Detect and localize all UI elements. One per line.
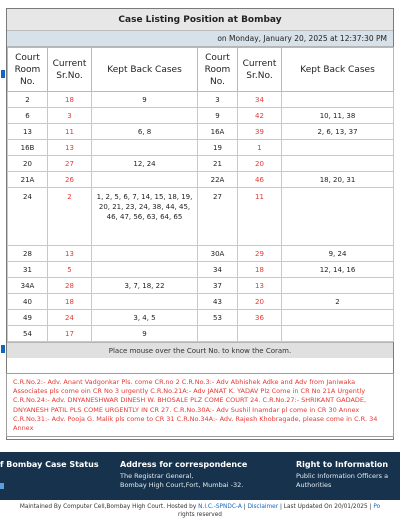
table-row <box>8 246 394 262</box>
current-sr-no-cell: 11 <box>238 188 282 246</box>
kept-back-cases-cell <box>282 92 394 108</box>
footer-case-status <box>0 460 110 469</box>
court-room-no-cell[interactable]: 24 <box>8 188 48 246</box>
header-current-sr-no: Current Sr.No. <box>238 48 282 92</box>
kept-back-cases-cell: 2, 6, 13, 37 <box>282 124 394 140</box>
kept-back-cases-cell: 3, 4, 5 <box>92 310 198 326</box>
court-room-no-cell[interactable]: 9 <box>198 108 238 124</box>
current-sr-no-cell: 20 <box>238 156 282 172</box>
court-room-no-cell[interactable]: 3 <box>198 92 238 108</box>
current-sr-no-cell: 36 <box>238 310 282 326</box>
last-updated: Last Updated On 20/01/2025 <box>283 504 368 510</box>
kept-back-cases-cell <box>282 140 394 156</box>
header-current-sr-no: Current Sr.No. <box>48 48 92 92</box>
court-room-no-cell[interactable]: 34 <box>198 262 238 278</box>
kept-back-cases-cell <box>282 188 394 246</box>
current-sr-no-cell: 3 <box>48 108 92 124</box>
current-sr-no-cell: 24 <box>48 310 92 326</box>
court-room-no-cell[interactable]: 54 <box>8 326 48 342</box>
current-sr-no-cell: 27 <box>48 156 92 172</box>
page-title: Case Listing Position at Bombay <box>7 9 393 31</box>
court-room-no-cell[interactable]: 27 <box>198 188 238 246</box>
current-sr-no-cell: 17 <box>48 326 92 342</box>
table-header-row <box>8 48 394 92</box>
current-sr-no-cell: 26 <box>48 172 92 188</box>
court-room-no-cell[interactable]: 16A <box>198 124 238 140</box>
table-row <box>8 92 394 108</box>
table-row <box>8 188 394 246</box>
table-row <box>8 294 394 310</box>
footer-address <box>120 460 280 490</box>
footer-rti <box>296 460 400 490</box>
court-room-no-cell[interactable]: 43 <box>198 294 238 310</box>
kept-back-cases-cell: 2 <box>282 294 394 310</box>
current-sr-no-cell: 20 <box>238 294 282 310</box>
footer-rti-line1[interactable]: Public Information Officers a <box>296 472 389 480</box>
kept-back-cases-cell <box>282 278 394 294</box>
court-room-no-cell[interactable]: 20 <box>8 156 48 172</box>
case-listing-table <box>7 47 394 342</box>
kept-back-cases-cell <box>282 326 394 342</box>
court-room-no-cell[interactable]: 31 <box>8 262 48 278</box>
kept-back-cases-cell: 9 <box>92 326 198 342</box>
court-room-no-cell[interactable]: 53 <box>198 310 238 326</box>
current-sr-no-cell: 2 <box>48 188 92 246</box>
current-sr-no-cell: 18 <box>238 262 282 278</box>
table-row <box>8 156 394 172</box>
court-room-no-cell[interactable]: 22A <box>198 172 238 188</box>
current-sr-no-cell: 42 <box>238 108 282 124</box>
table-row <box>8 310 394 326</box>
court-room-no-cell[interactable]: 21 <box>198 156 238 172</box>
court-room-no-cell[interactable] <box>198 326 238 342</box>
current-sr-no-cell: 13 <box>48 140 92 156</box>
court-room-no-cell[interactable]: 30A <box>198 246 238 262</box>
current-sr-no-cell: 29 <box>238 246 282 262</box>
kept-back-cases-cell <box>92 262 198 278</box>
footer-address-line1: The Registrar General, <box>120 472 194 480</box>
side-badge <box>0 483 4 489</box>
remarks-box: C.R.No.2:- Adv. Anant Vadgonkar Pls. come CR.no 2 C.R.No.3:- Adv Abhishek Adke and Adv from Janiwaka Associates pls come oin CR No 3 urgently C.R.No.21A:- Adv JANAT K. YADAV Plz Come in CR No 21A Urgently C.R.No.24:- Adv. DNYANESHWAR DINESH W. BHOSALE PLZ COME COURT 24. C.R.No.27:- SHRIKANT GADADE, DNYANESH PATIL PLS COME URGENTLY IN CR 27. C.R.No.30A:- Adv Sushil Inamdar pl come in CR 30 Annex C.R.No.31:- Adv. Pooja G. Malik pls come to CR 31 C.R.No.34A:- Adv. Rajesh Khobragade, please come in C.R. 34 Annex <box>6 373 394 437</box>
kept-back-cases-cell: 1, 2, 5, 6, 7, 14, 15, 18, 19, 20, 21, 23, 24, 38, 44, 45, 46, 47, 56, 63, 64, 65 <box>92 188 198 246</box>
table-row <box>8 172 394 188</box>
court-room-no-cell[interactable]: 6 <box>8 108 48 124</box>
court-room-no-cell[interactable]: 34A <box>8 278 48 294</box>
court-room-no-cell[interactable]: 40 <box>8 294 48 310</box>
kept-back-cases-cell <box>282 310 394 326</box>
footer-po-link[interactable]: Po <box>373 504 381 510</box>
footer-address-heading: Address for correspondence <box>120 460 248 469</box>
kept-back-cases-cell: 3, 7, 18, 22 <box>92 278 198 294</box>
kept-back-cases-cell: 6, 8 <box>92 124 198 140</box>
header-kept-back-cases: Kept Back Cases <box>92 48 198 92</box>
kept-back-cases-cell <box>92 246 198 262</box>
court-room-no-cell[interactable]: 13 <box>8 124 48 140</box>
footer-rti-line2[interactable]: Authorities <box>296 481 332 489</box>
kept-back-cases-cell: 12, 14, 16 <box>282 262 394 278</box>
kept-back-cases-cell <box>92 108 198 124</box>
table-row <box>8 124 394 140</box>
table-body <box>8 92 394 342</box>
table-row <box>8 140 394 156</box>
court-room-no-cell[interactable]: 16B <box>8 140 48 156</box>
current-sr-no-cell <box>238 326 282 342</box>
court-room-no-cell[interactable]: 19 <box>198 140 238 156</box>
court-room-no-cell[interactable]: 2 <box>8 92 48 108</box>
current-sr-no-cell: 34 <box>238 92 282 108</box>
header-court-room-no: Court Room No. <box>8 48 48 92</box>
kept-back-cases-cell: 9, 24 <box>282 246 394 262</box>
current-sr-no-cell: 18 <box>48 294 92 310</box>
court-room-no-cell[interactable]: 49 <box>8 310 48 326</box>
current-sr-no-cell: 46 <box>238 172 282 188</box>
kept-back-cases-cell: 18, 20, 31 <box>282 172 394 188</box>
rights-reserved: rights reserved <box>178 512 222 518</box>
current-sr-no-cell: 11 <box>48 124 92 140</box>
current-sr-no-cell: 5 <box>48 262 92 278</box>
current-sr-no-cell: 28 <box>48 278 92 294</box>
gutter-marker <box>1 70 5 78</box>
court-room-no-cell[interactable]: 37 <box>198 278 238 294</box>
footer-bottom-bar: Maintained By Computer Cell,Bombay High Court. Hosted by N.I.C.-SPNDC-A | Disclaimer | Last Updated On 20/01/2025 | Po rights reserved <box>0 500 400 524</box>
coram-note: Place mouse over the Court No. to know the Coram. <box>7 342 393 358</box>
footer-address-line2: Bombay High Court,Fort, Mumbai -32. <box>120 481 244 489</box>
kept-back-cases-cell: 9 <box>92 92 198 108</box>
kept-back-cases-cell <box>282 156 394 172</box>
kept-back-cases-cell: 10, 11, 38 <box>282 108 394 124</box>
court-room-no-cell[interactable]: 28 <box>8 246 48 262</box>
kept-back-cases-cell <box>92 140 198 156</box>
gutter-marker <box>1 345 5 353</box>
kept-back-cases-cell <box>92 294 198 310</box>
table-row <box>8 108 394 124</box>
court-room-no-cell[interactable]: 21A <box>8 172 48 188</box>
footer-maintained-text: Maintained By Computer Cell,Bombay High Court. Hosted by <box>19 504 197 510</box>
footer-rti-heading[interactable]: Right to Information <box>296 460 389 469</box>
current-sr-no-cell: 39 <box>238 124 282 140</box>
table-row <box>8 326 394 342</box>
current-sr-no-cell: 1 <box>238 140 282 156</box>
table-row <box>8 262 394 278</box>
header-kept-back-cases: Kept Back Cases <box>282 48 394 92</box>
kept-back-cases-cell: 12, 24 <box>92 156 198 172</box>
disclaimer-link[interactable]: Disclaimer <box>247 504 279 510</box>
table-row <box>8 278 394 294</box>
current-sr-no-cell: 18 <box>48 92 92 108</box>
current-sr-no-cell: 13 <box>238 278 282 294</box>
current-sr-no-cell: 13 <box>48 246 92 262</box>
timestamp: on Monday, January 20, 2025 at 12:37:30 PM <box>7 31 393 47</box>
header-court-room-no: Court Room No. <box>198 48 238 92</box>
kept-back-cases-cell <box>92 172 198 188</box>
footer-case-status-heading[interactable]: f Bombay Case Status <box>0 460 99 469</box>
nic-link[interactable]: N.I.C.-SPNDC-A <box>198 504 242 510</box>
